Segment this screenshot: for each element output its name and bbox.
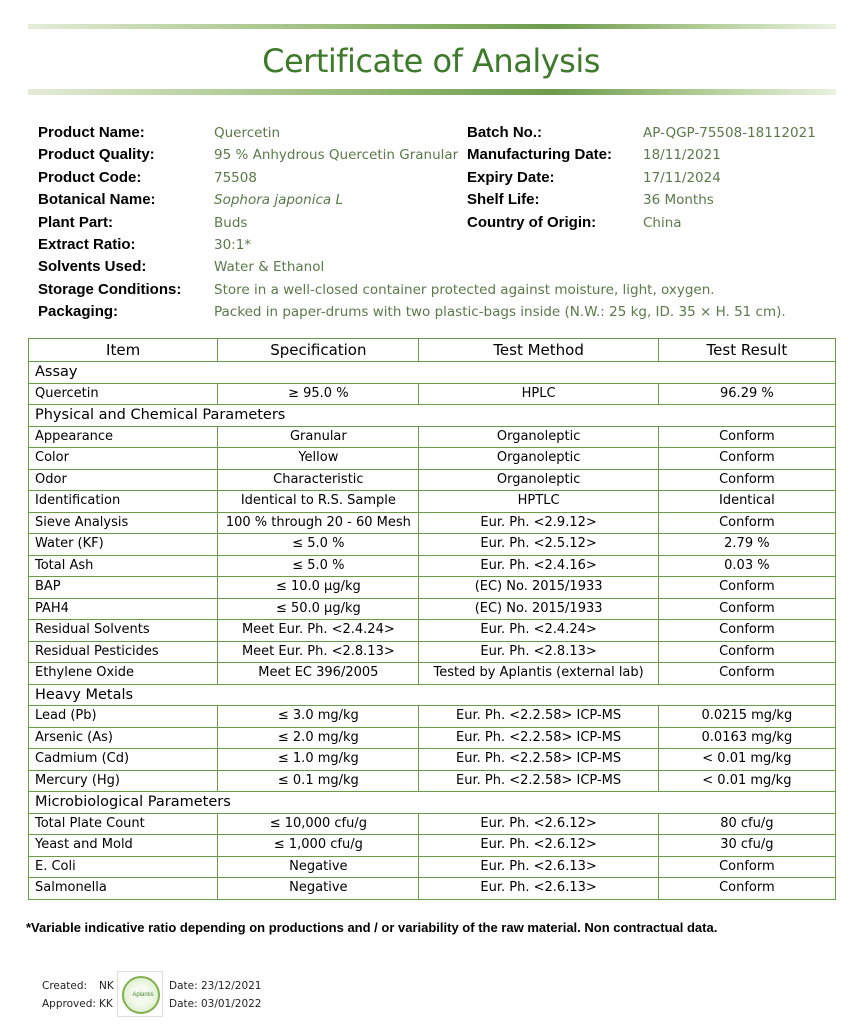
cell-test-method: Eur. Ph. <2.2.58> ICP-MS bbox=[419, 749, 658, 771]
cell-test-result: < 0.01 mg/kg bbox=[658, 770, 835, 792]
cell-test-method: Eur. Ph. <2.6.13> bbox=[419, 856, 658, 878]
cell-specification: ≤ 5.0 % bbox=[218, 534, 419, 556]
info-label: Expiry Date: bbox=[467, 168, 555, 186]
cell-test-method: (EC) No. 2015/1933 bbox=[419, 598, 658, 620]
cell-specification: Negative bbox=[218, 856, 419, 878]
cell-item: Color bbox=[29, 448, 218, 470]
cell-item: Sieve Analysis bbox=[29, 512, 218, 534]
section-row bbox=[29, 405, 836, 427]
cell-specification: ≤ 0.1 mg/kg bbox=[218, 770, 419, 792]
info-value: AP-QGP-75508-18112021 bbox=[643, 125, 816, 141]
cell-test-result: 0.03 % bbox=[658, 555, 835, 577]
table-row bbox=[29, 856, 836, 878]
info-value: Water & Ethanol bbox=[214, 259, 325, 276]
header-specification: Specification bbox=[218, 339, 419, 362]
info-label: Plant Part: bbox=[38, 213, 114, 231]
cell-item: Cadmium (Cd) bbox=[29, 749, 218, 771]
cell-item: Salmonella bbox=[29, 878, 218, 900]
info-value: Buds bbox=[214, 214, 248, 231]
cell-item: Odor bbox=[29, 469, 218, 491]
cell-specification: Yellow bbox=[218, 448, 419, 470]
cell-item: PAH4 bbox=[29, 598, 218, 620]
approved-by: KK bbox=[99, 998, 113, 1010]
cell-test-result: Conform bbox=[658, 878, 835, 900]
table-row bbox=[29, 620, 836, 642]
cell-test-result: Conform bbox=[658, 598, 835, 620]
cell-item: Water (KF) bbox=[29, 534, 218, 556]
info-value: Quercetin bbox=[214, 125, 281, 141]
info-value: 36 Months bbox=[643, 192, 714, 209]
cell-specification: ≤ 3.0 mg/kg bbox=[218, 706, 419, 728]
info-value: Sophora japonica L bbox=[214, 192, 343, 209]
cell-test-result: Conform bbox=[658, 448, 835, 470]
cell-test-result: Conform bbox=[658, 620, 835, 642]
info-value: 95 % Anhydrous Quercetin Granular bbox=[214, 147, 459, 164]
cell-test-method: HPTLC bbox=[419, 491, 658, 513]
info-label: Product Quality: bbox=[38, 146, 155, 164]
cell-specification: ≤ 1,000 cfu/g bbox=[218, 835, 419, 857]
table-row bbox=[29, 727, 836, 749]
seal-text: Aplantis bbox=[132, 992, 154, 998]
table-row bbox=[29, 577, 836, 599]
cell-specification: ≤ 2.0 mg/kg bbox=[218, 727, 419, 749]
footnote: *Variable indicative ratio depending on productions and / or variability of the raw material. Non contractual data. bbox=[26, 920, 718, 935]
cell-test-result: Conform bbox=[658, 577, 835, 599]
cell-test-method: Tested by Aplantis (external lab) bbox=[419, 663, 658, 685]
approved-date: Date: 03/01/2022 bbox=[169, 998, 262, 1010]
table-row bbox=[29, 749, 836, 771]
cell-test-method: Organoleptic bbox=[419, 448, 658, 470]
info-label: Packaging: bbox=[38, 303, 119, 321]
header-rule-bottom bbox=[28, 89, 836, 95]
cell-test-result: 2.79 % bbox=[658, 534, 835, 556]
cell-test-result: Conform bbox=[658, 641, 835, 663]
section-row bbox=[29, 362, 836, 384]
table-header-row bbox=[29, 339, 836, 362]
cell-test-result: 0.0215 mg/kg bbox=[658, 706, 835, 728]
aplantis-seal-logo bbox=[117, 971, 163, 1017]
table-row bbox=[29, 534, 836, 556]
cell-item: Arsenic (As) bbox=[29, 727, 218, 749]
cell-specification: Meet EC 396/2005 bbox=[218, 663, 419, 685]
cell-test-method: Eur. Ph. <2.2.58> ICP-MS bbox=[419, 727, 658, 749]
info-label: Storage Conditions: bbox=[38, 280, 182, 298]
info-label: Country of Origin: bbox=[467, 213, 597, 231]
cell-item: Total Plate Count bbox=[29, 813, 218, 835]
cell-test-method: Eur. Ph. <2.4.16> bbox=[419, 555, 658, 577]
info-label: Solvents Used: bbox=[38, 258, 147, 276]
cell-specification: Meet Eur. Ph. <2.4.24> bbox=[218, 620, 419, 642]
info-value: 17/11/2024 bbox=[643, 169, 721, 186]
cell-item: Lead (Pb) bbox=[29, 706, 218, 728]
table-row bbox=[29, 813, 836, 835]
header-test-result: Test Result bbox=[658, 339, 835, 362]
cell-test-result: 80 cfu/g bbox=[658, 813, 835, 835]
cell-test-method: Eur. Ph. <2.8.13> bbox=[419, 641, 658, 663]
created-label: Created: bbox=[42, 980, 88, 992]
table-row bbox=[29, 491, 836, 513]
section-title: Physical and Chemical Parameters bbox=[29, 405, 836, 427]
cell-specification: Granular bbox=[218, 426, 419, 448]
cell-specification: ≤ 50.0 µg/kg bbox=[218, 598, 419, 620]
cell-specification: ≤ 10,000 cfu/g bbox=[218, 813, 419, 835]
cell-specification: ≤ 5.0 % bbox=[218, 555, 419, 577]
info-label: Shelf Life: bbox=[467, 191, 540, 209]
cell-specification: Identical to R.S. Sample bbox=[218, 491, 419, 513]
analysis-table bbox=[28, 338, 836, 900]
table-row bbox=[29, 469, 836, 491]
table-row bbox=[29, 555, 836, 577]
approved-label: Approved: bbox=[42, 998, 96, 1010]
cell-test-method: Eur. Ph. <2.5.12> bbox=[419, 534, 658, 556]
info-label: Product Name: bbox=[38, 124, 145, 141]
table-row bbox=[29, 426, 836, 448]
cell-specification: 100 % through 20 - 60 Mesh bbox=[218, 512, 419, 534]
header-rule-top bbox=[28, 24, 836, 29]
cell-test-method: Eur. Ph. <2.4.24> bbox=[419, 620, 658, 642]
created-by: NK bbox=[99, 980, 114, 992]
cell-specification: ≥ 95.0 % bbox=[218, 383, 419, 405]
cell-test-result: 30 cfu/g bbox=[658, 835, 835, 857]
info-label: Botanical Name: bbox=[38, 191, 156, 209]
info-value: Store in a well-closed container protected against moisture, light, oxygen. bbox=[214, 281, 715, 298]
table-row bbox=[29, 383, 836, 405]
created-date: Date: 23/12/2021 bbox=[169, 980, 262, 992]
cell-item: E. Coli bbox=[29, 856, 218, 878]
cell-test-method: Eur. Ph. <2.6.13> bbox=[419, 878, 658, 900]
info-value: 18/11/2021 bbox=[643, 147, 721, 164]
table-row bbox=[29, 448, 836, 470]
header-test-method: Test Method bbox=[419, 339, 658, 362]
cell-test-method: HPLC bbox=[419, 383, 658, 405]
info-label: Product Code: bbox=[38, 168, 142, 186]
cell-test-method: Eur. Ph. <2.6.12> bbox=[419, 835, 658, 857]
page-title: Certificate of Analysis bbox=[262, 42, 600, 80]
table-row bbox=[29, 598, 836, 620]
cell-test-result: Conform bbox=[658, 469, 835, 491]
cell-test-result: Identical bbox=[658, 491, 835, 513]
info-label: Batch No.: bbox=[467, 124, 542, 141]
table-row bbox=[29, 770, 836, 792]
table-row bbox=[29, 706, 836, 728]
table-row bbox=[29, 835, 836, 857]
section-row bbox=[29, 792, 836, 814]
cell-test-method: Organoleptic bbox=[419, 469, 658, 491]
cell-test-result: 0.0163 mg/kg bbox=[658, 727, 835, 749]
cell-test-method: Eur. Ph. <2.2.58> ICP-MS bbox=[419, 706, 658, 728]
cell-test-method: Organoleptic bbox=[419, 426, 658, 448]
table-row bbox=[29, 663, 836, 685]
info-value: 30:1* bbox=[214, 237, 252, 253]
section-title: Heavy Metals bbox=[29, 684, 836, 706]
section-title: Assay bbox=[29, 362, 836, 384]
cell-item: Residual Pesticides bbox=[29, 641, 218, 663]
header-item: Item bbox=[29, 339, 218, 362]
info-label: Manufacturing Date: bbox=[467, 146, 613, 164]
cell-specification: Characteristic bbox=[218, 469, 419, 491]
cell-item: BAP bbox=[29, 577, 218, 599]
info-value: Packed in paper-drums with two plastic-bags inside (N.W.: 25 kg, ID. 35 × H. 51 cm). bbox=[214, 304, 786, 321]
cell-item: Mercury (Hg) bbox=[29, 770, 218, 792]
cell-item: Ethylene Oxide bbox=[29, 663, 218, 685]
cell-test-result: Conform bbox=[658, 663, 835, 685]
info-value: China bbox=[643, 214, 682, 231]
cell-test-result: Conform bbox=[658, 856, 835, 878]
cell-test-result: 96.29 % bbox=[658, 383, 835, 405]
cell-test-result: Conform bbox=[658, 426, 835, 448]
info-label: Extract Ratio: bbox=[38, 236, 136, 253]
cell-specification: ≤ 1.0 mg/kg bbox=[218, 749, 419, 771]
cell-item: Quercetin bbox=[29, 383, 218, 405]
cell-test-method: (EC) No. 2015/1933 bbox=[419, 577, 658, 599]
cell-test-method: Eur. Ph. <2.6.12> bbox=[419, 813, 658, 835]
cell-specification: Meet Eur. Ph. <2.8.13> bbox=[218, 641, 419, 663]
cell-specification: ≤ 10.0 µg/kg bbox=[218, 577, 419, 599]
cell-item: Total Ash bbox=[29, 555, 218, 577]
section-row bbox=[29, 684, 836, 706]
table-row bbox=[29, 512, 836, 534]
table-row bbox=[29, 878, 836, 900]
cell-test-method: Eur. Ph. <2.9.12> bbox=[419, 512, 658, 534]
cell-specification: Negative bbox=[218, 878, 419, 900]
cell-item: Appearance bbox=[29, 426, 218, 448]
table-row bbox=[29, 641, 836, 663]
section-title: Microbiological Parameters bbox=[29, 792, 836, 814]
cell-test-result: Conform bbox=[658, 512, 835, 534]
cell-item: Yeast and Mold bbox=[29, 835, 218, 857]
cell-test-method: Eur. Ph. <2.2.58> ICP-MS bbox=[419, 770, 658, 792]
info-value: 75508 bbox=[214, 169, 257, 186]
cell-item: Identification bbox=[29, 491, 218, 513]
cell-test-result: < 0.01 mg/kg bbox=[658, 749, 835, 771]
cell-item: Residual Solvents bbox=[29, 620, 218, 642]
